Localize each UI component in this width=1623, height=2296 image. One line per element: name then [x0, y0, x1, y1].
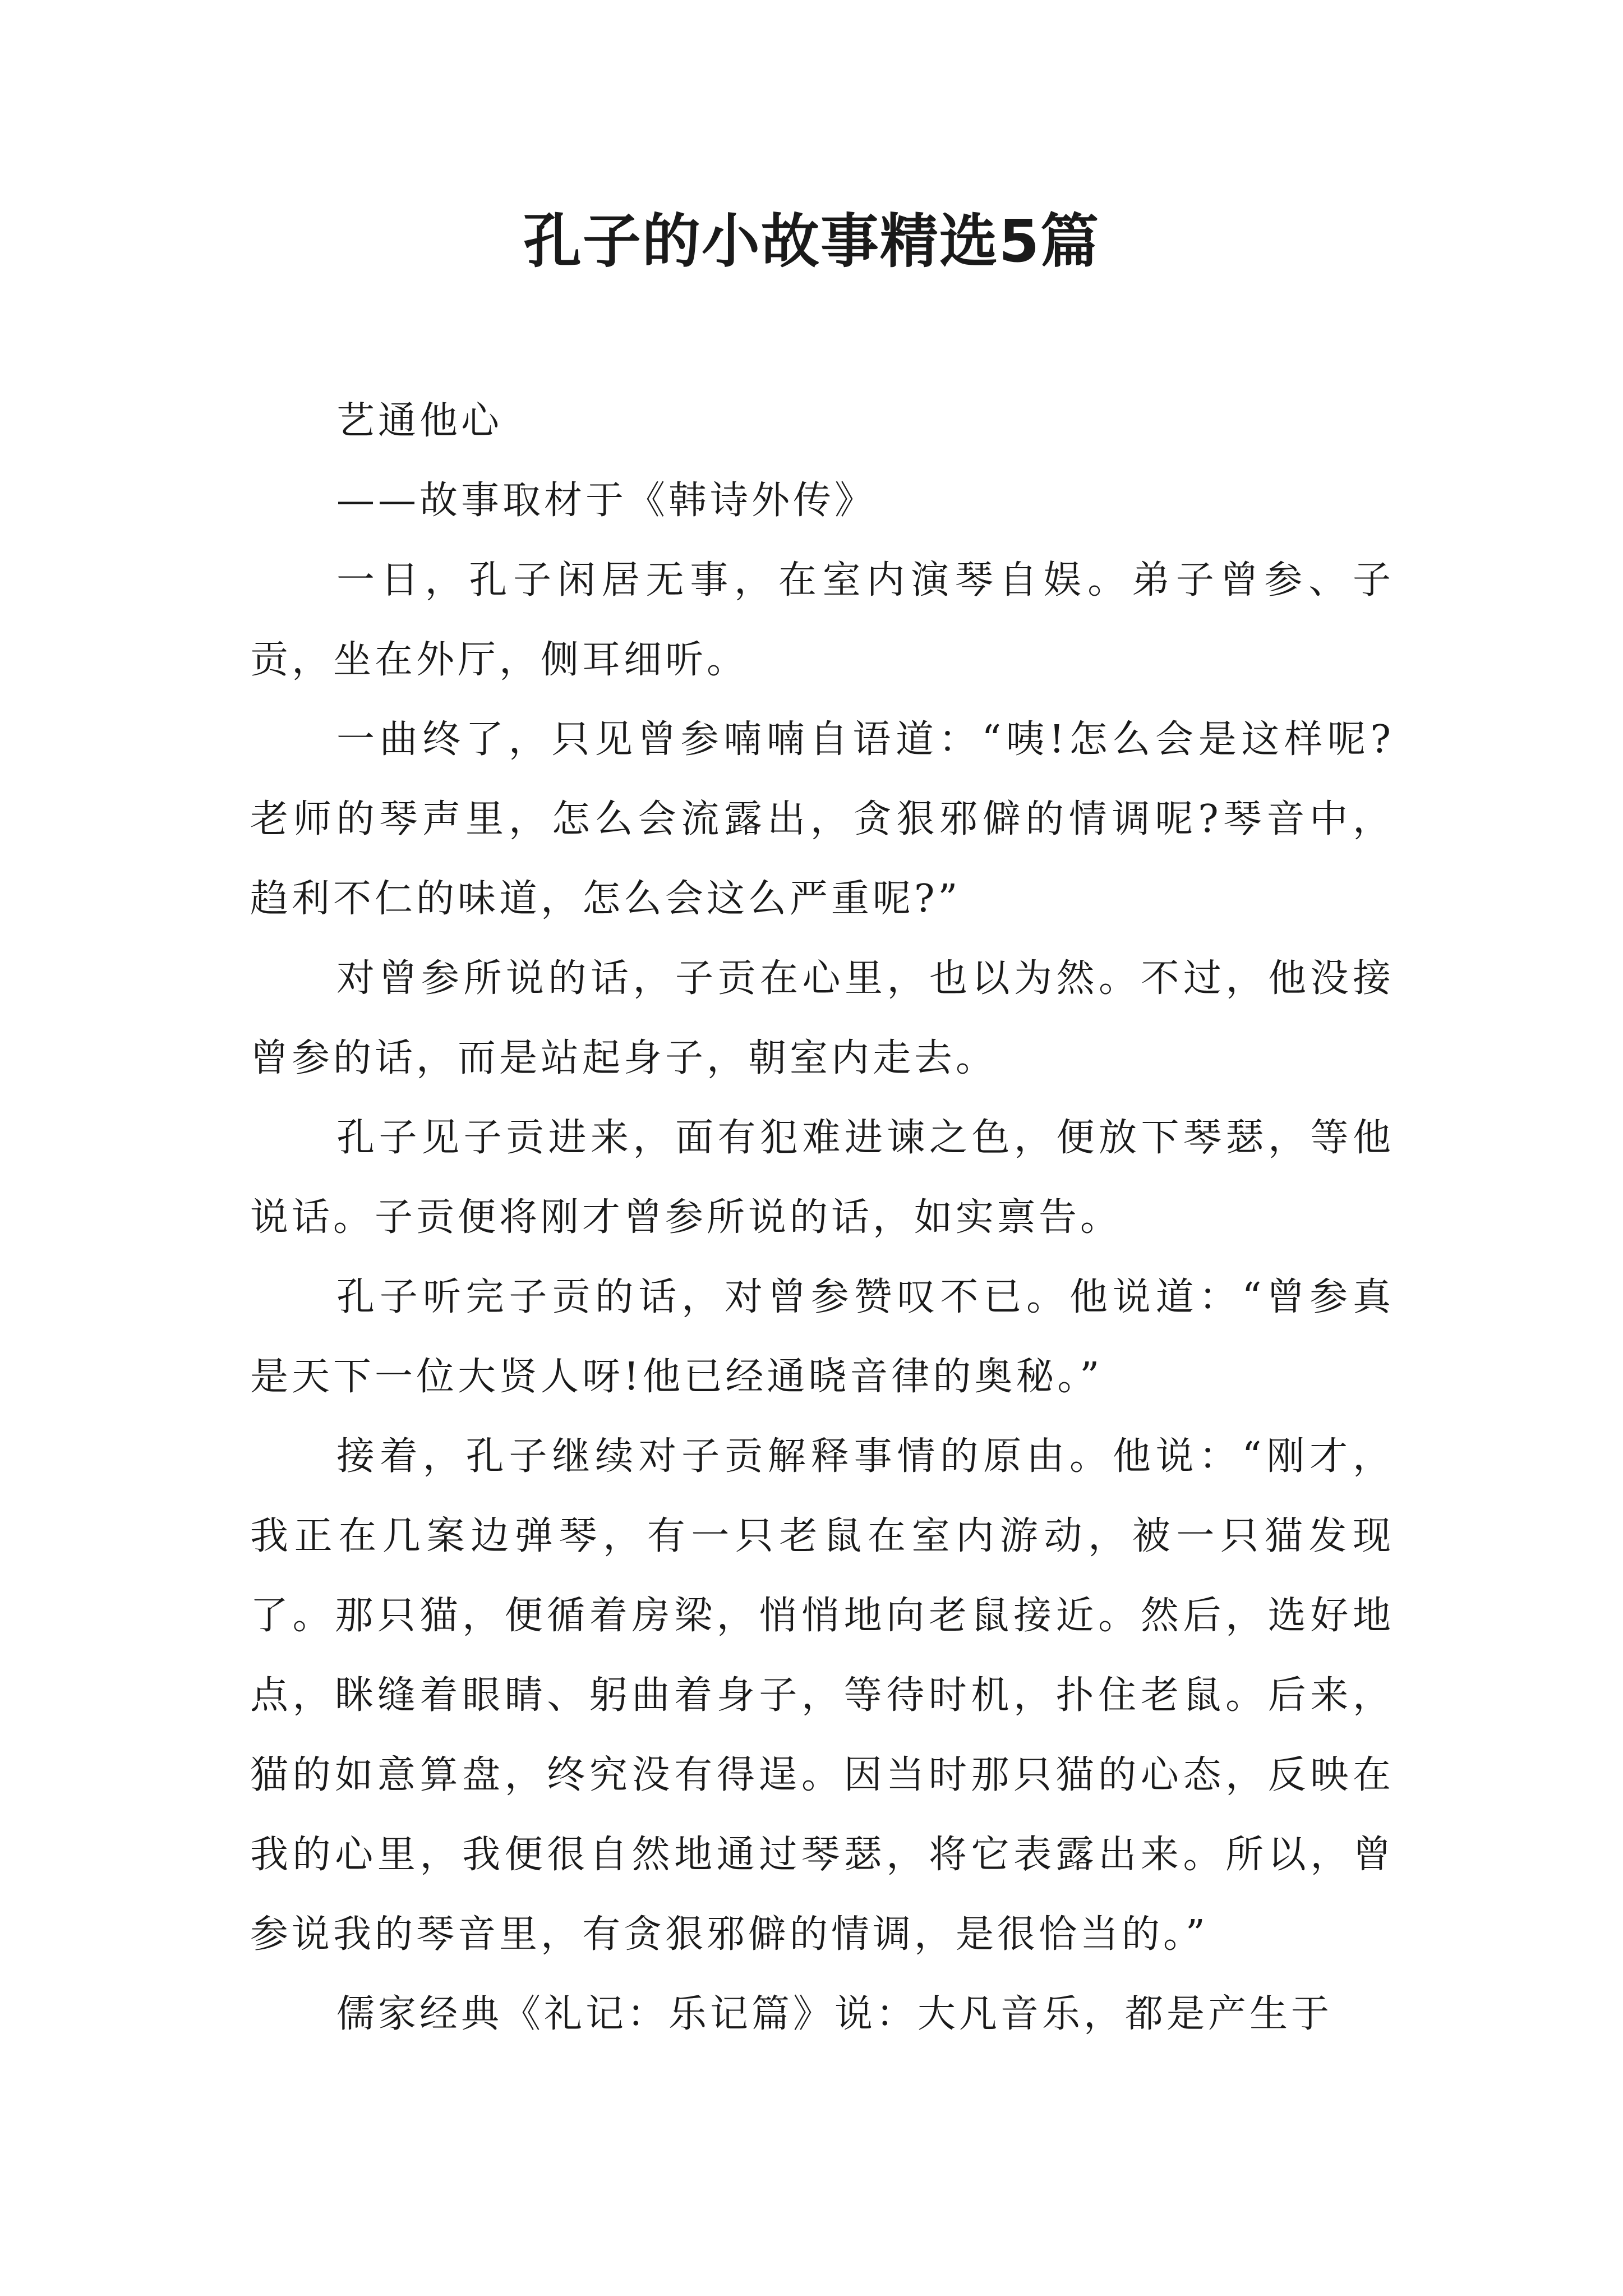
paragraph: 一曲终了，只见曾参喃喃自语道：“咦!怎么会是这样呢?老师的琴声里，怎么会流露出，贪狠邪僻的情调呢?琴音中，趋利不仁的味道，怎么会这么严重呢?”	[250, 717, 1394, 921]
paragraph: 一日，孔子闲居无事，在室内演琴自娱。弟子曾参、子贡，坐在外厅，侧耳细听。	[250, 558, 1394, 682]
paragraph: 接着，孔子继续对子贡解释事情的原由。他说：“刚才，我正在几案边弹琴，有一只老鼠在室内游动，被一只猫发现了。那只猫，便循着房梁，悄悄地向老鼠接近。然后，选好地点，眯缝着眼睛、躬曲着身子，等待时机，扑住老鼠。后来，猫的如意算盘，终究没有得逞。因当时那只猫的心态，反映在我的心里，我便很自然地通过琴瑟，将它表露出来。所以，曾参说我的琴音里，有贪狠邪僻的情调，是很恰当的。”	[250, 1434, 1394, 1957]
document-body	[250, 381, 1394, 2054]
story-source: ——故事取材于《韩诗外传》	[336, 478, 877, 523]
story-heading: 艺通他心	[336, 399, 503, 443]
paragraph: 孔子见子贡进来，面有犯难进谏之色，便放下琴瑟，等他说话。子贡便将刚才曾参所说的话，如实禀告。	[250, 1116, 1394, 1240]
paragraph: 儒家经典《礼记：乐记篇》说：大凡音乐，都是产生于	[336, 1992, 1333, 2036]
paragraph: 孔子听完子贡的话，对曾参赞叹不已。他说道：“曾参真是天下一位大贤人呀!他已经通晓音律的奥秘。”	[250, 1275, 1394, 1399]
paragraph: 对曾参所说的话，子贡在心里，也以为然。不过，他没接曾参的话，而是站起身子，朝室内走去。	[250, 956, 1394, 1080]
document-title: 孔子的小故事精选5篇	[523, 207, 1100, 275]
